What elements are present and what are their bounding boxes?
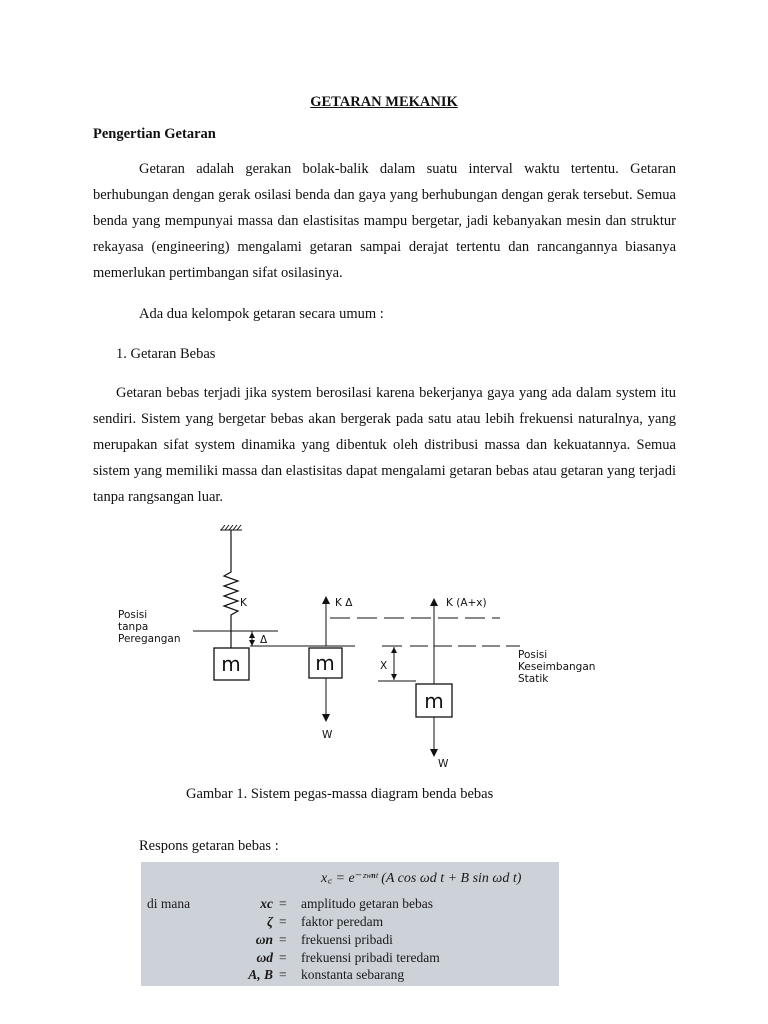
formula-di-mana: di mana: [147, 896, 191, 911]
section-heading: Pengertian Getaran: [93, 126, 216, 142]
label-x: X: [380, 660, 388, 672]
list-item-getaran-bebas: 1. Getaran Bebas: [116, 346, 216, 362]
label-peregangan: Peregangan: [118, 633, 181, 645]
paragraph-definition: Getaran adalah gerakan bolak-balik dalam suatu interval waktu tertentu. Getaran berhubungan dengan gerak osilasi benda dan gaya yang berhubungan dengan gerak tersebut. Semua benda yang mempunyai massa dan elastisitas mampu bergetar, jadi kebanyakan mesin dan struktur rekayasa (engineering) mengalami getaran sampai derajat tertentu dan rancangannya biasanya memerlukan pertimbangan sifat osilasinya.: [93, 161, 676, 281]
label-keseimbangan: Keseimbangan: [518, 661, 596, 673]
label-w-2: W: [438, 758, 449, 770]
mass-label-3: m: [424, 689, 444, 713]
document-title: GETARAN MEKANIK: [310, 94, 458, 110]
formula-equation: x꜀ = e⁻ᶻʷⁿᵗ (A cos ωd t + B sin ωd t): [321, 871, 522, 886]
response-label: Respons getaran bebas :: [139, 838, 279, 854]
label-posisi-2: Posisi: [518, 649, 548, 661]
label-w-1: W: [322, 729, 333, 741]
ceiling-support: [220, 525, 242, 530]
label-k-delta: K Δ: [335, 597, 353, 609]
label-spring-k: K: [240, 597, 247, 609]
label-tanpa: tanpa: [118, 621, 149, 633]
figure-caption: Gambar 1. Sistem pegas-massa diagram benda bebas: [186, 786, 494, 802]
paragraph-free-vibration: Getaran bebas terjadi jika system berosilasi karena bekerjanya gaya yang ada dalam system itu sendiri. Sistem yang bergetar bebas akan bergerak pada satu atau lebih frekuensi naturalnya, yang merupakan sifat system dinamika yang dibentuk oleh distribusi massa dan kekuatannya. Semua sistem yang memiliki massa dan elastisitas dapat mengalami getaran bebas atau getaran yang terjadi tanpa rangsangan luar.: [93, 385, 676, 505]
paragraph-groups: Ada dua kelompok getaran secara umum :: [139, 306, 384, 322]
label-posisi: Posisi: [118, 609, 148, 621]
mass-label-2: m: [315, 651, 335, 675]
label-k-a-plus-x: K (A+x): [446, 597, 487, 609]
label-delta: Δ: [260, 634, 268, 646]
spring-mass-diagram: [100, 520, 620, 780]
label-statik: Statik: [518, 673, 549, 685]
spring: [224, 530, 238, 648]
formula-image: x꜀ = e⁻ᶻʷⁿᵗ (A cos ωd t + B sin ωd t) di mana xc = amplitudo getaran bebas ζ = faktor peredam ωn = frekuensi pribadi ωd = frekuensi pribadi teredam A, B = konstanta sebarang: [141, 862, 559, 986]
mass-label-1: m: [221, 652, 241, 676]
